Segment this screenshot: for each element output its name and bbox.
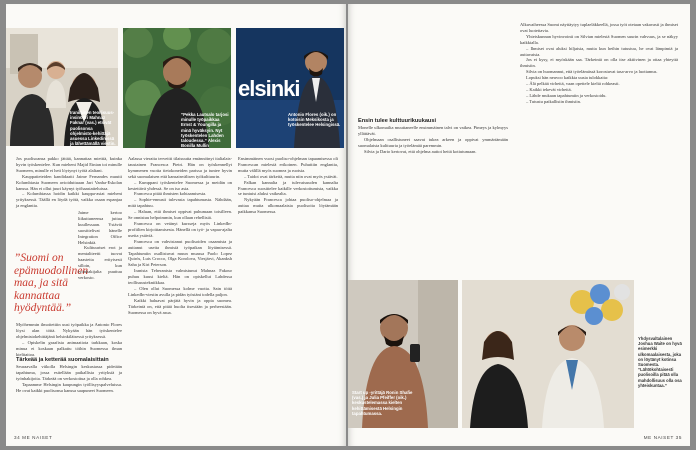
left-column-1-lower xyxy=(16,322,122,394)
startup-photo-caption: Start up -yrittäjä Ronin Shafie (vas.) ja Julia Pfeiffer (oik.) keskustelemassa kielten kehittämisestä Helsingin tapahtumassa. xyxy=(352,390,413,416)
paragraph: Francesca on vahvistanut puolisoiden osaamista ja auttanut useita ihmisiä työpaikan löytämisessä. Tapahtumiin osallistuvat muun muassa Paolo Lopez Quirós, Luis Crocco, Olga Korolova, Viesjärvi, Akanksh Saha ja Kiri Peterson. xyxy=(128,238,232,268)
family-photo xyxy=(6,28,118,146)
paragraph: Palkan kannalta ja tulevaisuuden kannalta Francesca suosittelee kaikille verkostoitumista, vaikka se tuntuisi aluksi vaikealta. xyxy=(238,179,338,197)
right-page xyxy=(348,4,690,446)
left-folio: 34 ME NAISET xyxy=(14,435,53,440)
paragraph: – Ihmiset ovat aluksi hiljaisia, mutta kun heihin tutustuu, he ovat lämpimiä ja auttavaisia. xyxy=(520,45,678,57)
paragraph: – Olen ollut Suomessa kolme vuotta. Sain töitä LinkedIn-viestin avulla ja pidän työstäni todella paljon. xyxy=(128,285,232,297)
left-column-1-upper xyxy=(16,156,122,209)
right-column-1 xyxy=(358,22,508,155)
paragraph: Tapaamme Helsingin kaupungin työllisyyspalveluissa. He ovat kaikki puolisonsa kanssa saapuneet Suomeen. xyxy=(16,382,122,394)
paragraph: Francesca on vetänyt kursseja myös LinkedIn-profiilien kirjoittamisesta. Hänellä on työ- ja vapaa-ajalta useita ystäviä. xyxy=(128,220,232,238)
paragraph: Yhteiskunnan hyvinvointi on Silvian mielestä Suomen suurin vahvuus, ja se näkyy kaikkialla. xyxy=(520,33,678,45)
helsinki-sign-photo xyxy=(236,28,344,148)
left-column-1-side xyxy=(78,210,122,281)
paragraph: – Taidot ovat tärkeitä, mutta niin ovat myös ystävät. xyxy=(244,173,338,179)
paragraph: Francesca pitää ihmisten kohtaamisesta. xyxy=(134,191,207,197)
paragraph: Myöhemmin ilmoitettiin uusi työpaikka ja Antonio Flores löysi alan töitä. Nykyään hän työskentelee ohjelmistokehittäjänä helsinkiläisessä yrityksessä. xyxy=(16,322,122,339)
pull-quote: ”Suomi on epämuodollinen maa, ja sitä kannattaa hyödyntää.” xyxy=(14,252,89,314)
paragraph: – Kaikki tekevät virheitä. xyxy=(526,86,572,92)
paragraph: – Kolumbiassa hoidin kaikki kauppa-asiat mieheni yrityksessä. Täällä en löydä työtä, vaikka osaan espanjaa ja englantia. xyxy=(16,191,122,209)
left-column-3 xyxy=(238,156,338,215)
paragraph: – Haluan, että ihmiset oppivat puhumaan toisilleen. Se onnistuu helpoimmin, kun ollaan rehellisiä. xyxy=(128,209,232,221)
paragraph: – Sophie-ennusti tulevasta tapahtumasta. Nähdään, mitä tapahtuu. xyxy=(128,197,232,209)
greenery-portrait-photo xyxy=(123,28,231,148)
paragraph: Nykyään Francesca johtaa puoliso-ohjelmaa ja auttaa muita ulkomaalaisia puolisoita löytämään paikkansa Suomessa. xyxy=(238,197,338,215)
paragraph: Alkuvaiheessa Suomi näyttäytyy tuplaeläkkeellä, jossa työt otetaan vakavasti ja ihmiset ovat luotettavia. xyxy=(520,22,678,33)
left-column-2 xyxy=(128,156,232,315)
paragraph: Kaikki haluavat pärjätä hyvin ja oppia suomea. Tärkeintä on, että pitää huolta itsestään ja perheestään. Suomessa on hyvä asua. xyxy=(128,297,232,315)
paragraph: Aalassa vieraita terveitti tilaisuutta emännöinyt italialais-taustainen Francesca Pietri. Hän on työskennellyt kymmenen vuotta tietokoneiden parissa ja tuntee hyvin sekä suomalaisen että kansainvälisen työkulttuurin. xyxy=(128,156,232,179)
paragraph: Jos ei kysy, ei myöskään saa. Tärkeintä on olla itse aktiivinen ja ottaa yhteyttä ihmisiin. xyxy=(520,57,678,69)
paragraph: Jos puolisoansa pakko jättää, kannattaa miettiä, kuinka hyvin työskentelee. Kun mieheni Majid Einian toi minulle Suomeen, minulle ei heti löytynyt työtä alaltani. xyxy=(16,156,122,173)
paragraph: Kulttuuriset erot ja mentaliteetti tuovat haasteita erityisesti silloin, kun työnhakijalta puuttuu verkosto. xyxy=(78,245,122,280)
helsinki-photo-caption: Antonio Flores (oik.) on kotoisin Meksikosta ja työskentelee Helsingissä. xyxy=(288,112,341,128)
startup-entrepreneur-photo xyxy=(348,280,458,428)
paragraph: Ensimmäinen vuosi puoliso-ohjelman tapaamisessa oli Francescan mielestä erikoinen. Puhuttiin englantia, mutta välillä myös suomea ja ruotsia. xyxy=(238,156,338,173)
left-subheading: Tärkeää ja ketterää suomalaisittain xyxy=(16,357,109,364)
paragraph: Lopuksi hän neuvoo kaikkia uusia tulokkaita: xyxy=(526,75,609,81)
left-page xyxy=(6,4,346,446)
paragraph: Seuraavalla viikolla Helsingin keskustassa pidetään tapahtuma, jossa esitellään paikallisia yrityksiä ja työnhakijoita. Tärkeää on verkostoitua ja olla rohkea. xyxy=(16,364,122,382)
paragraph: Jaime kertoo liikuttuneensa juttua kuullessaan. Ystävät suosittelivat hänelle Integration Office Helsinkiä. xyxy=(78,210,122,245)
balloons-group-photo xyxy=(462,280,634,428)
paragraph: Iranista Teheranista valmistunut Mahnaz Fakour puhuu kuusi kieltä. Hän on opiskellut Lahdessa teollisuustekniikkaa. xyxy=(128,268,232,286)
paragraph: – Opiskelin graafista animaatiota tarkkaan, koska minua ei koskaan palkattu töihin Suomessa ilman kielitaitoa. xyxy=(16,339,122,357)
right-subheading: Ensin tulee kulttuurikuukausi xyxy=(358,118,437,124)
family-photo-caption: Iranilainen teollisuus-insinööri Mahnaz Faknar (vas.) etsivät puolisonsa ohjelmisto-kehittäjä asuessa Linkedinissä ja lähettämällä viestin. xyxy=(70,110,116,146)
right-folio: ME NAISET 35 xyxy=(643,435,682,440)
helsinki-logo-text: elsinki xyxy=(238,76,300,101)
paragraph: Silvia on huomannut, että työelämässä korostuvat tasa-arvo ja luottamus. xyxy=(526,69,658,75)
paragraph: – Lähde mukaan tapahtumiin ja verkostoidu. xyxy=(526,92,607,98)
magazine-spread xyxy=(6,4,690,446)
paragraph: – Älä pelkää virheitä, vaan opettele kieltä rohkeasti. xyxy=(526,81,620,87)
paragraph: Kauppatieteiden kandidaatti Jaime Fernandes muutti Kolumbiasta Suomeen avioiduttuaan Jari Vanha-Eskolan kanssa. Hän ei ollut juuri käynyt työhaastatteluissa. xyxy=(16,173,122,191)
paragraph: Silvia ja Dario kertovat, että ohjelma auttoi heitä kotiutumaan. xyxy=(364,148,477,154)
paragraph: Monelle ulkomailta muuttaneelle ensimmäinen talvi on vaikea. Pimeys ja kylmyys yllättävät. xyxy=(358,125,508,136)
greenery-photo-caption: ”Pekka Lautsalo tarjosi minulle työpaikkaa Ernst & Youngilla ja minä hyväksyin. Nyt työskentelen Lahden taloudessa.” Alexis Bonilla Mullin xyxy=(181,112,229,148)
right-column-2 xyxy=(520,22,678,105)
paragraph: – Kumppani työskentelee Suomessa ja meidän on kestettävä yhdessä. Se on iso asia. xyxy=(128,179,232,191)
paragraph: – Tutustu paikallisiin ihmisiin. xyxy=(526,98,582,104)
joshua-caption: Yhdysvaltalainen Joshua Waite on hyvä esimerkki ulkomaalaisesta, joka on löytänyt kotinsa Suomesta. ”Lähtökohtaisesti puolisoilla pitää olla mahdollisuus olla osa yhteiskuntaa.” xyxy=(638,336,682,388)
paragraph: Ohjelmaan osallistuneet saavat tukea arkeen ja oppivat ymmärtämään suomalaista kulttuuria ja työelämää paremmin. xyxy=(358,136,508,148)
